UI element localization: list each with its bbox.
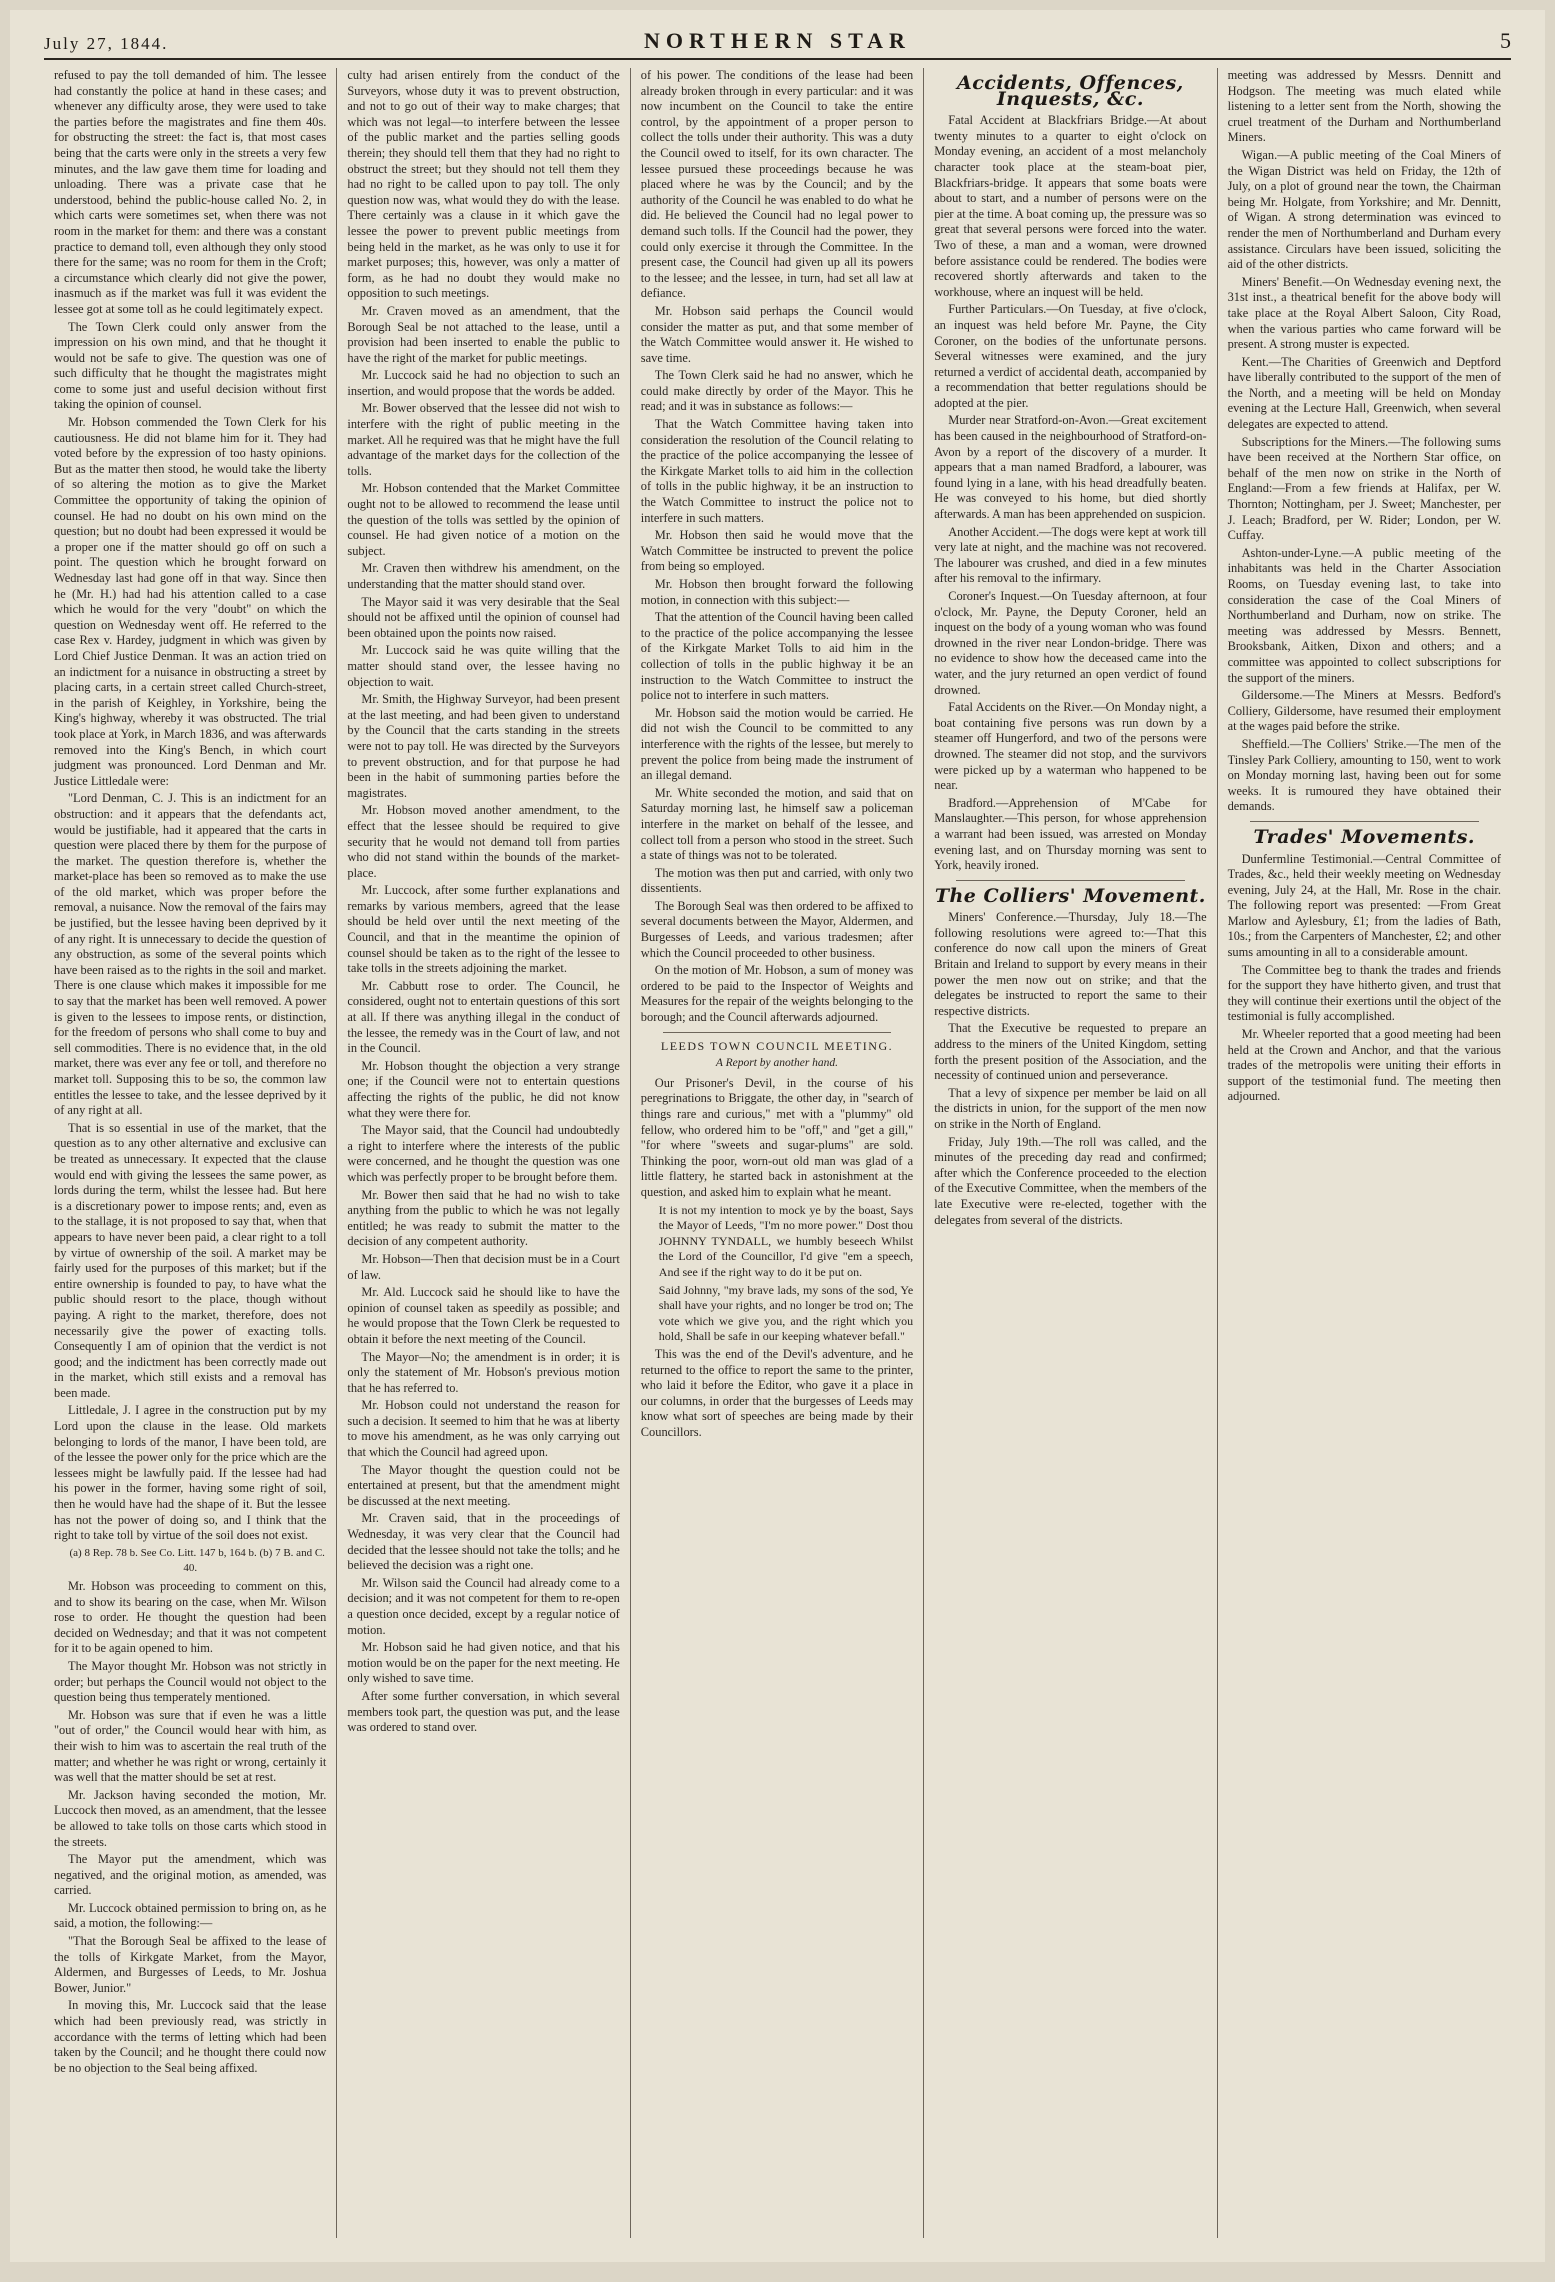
paragraph: After some further conversation, in which several members took part, the question was put, and the lease was ordered to stand over. (347, 1688, 620, 1735)
paragraph: Mr. White seconded the motion, and said that on Saturday morning last, he himself saw a policeman interfere in the market on behalf of the lessee, and collect toll from a person who stood in the street. Such a state of things was not to be tolerated. (640, 785, 914, 863)
divider (663, 1032, 891, 1033)
paragraph: Mr. Hobson then brought forward the following motion, in connection with this subject:— (640, 577, 914, 607)
paragraph: Mr. Cabbutt rose to order. The Council, he considered, ought not to entertain questions of this sort at all. If there was anything illegal in the conduct of the lessee, the remedy was in the Court of law, and not in the Council. (347, 978, 620, 1056)
newspaper-page (10, 10, 1545, 2262)
paragraph: refused to pay the toll demanded of him. The lessee had constantly the police at hand in these cases; and whenever any difficulty arose, they were used to take the parties before the magistrates and fine them 40s. for obstructing the street: the fact is, that most cases being that the carts were only in the streets a very few minutes, and the law gave them time for loading and unloading. There was a private case that he understood, behind the public-house called No. 2, in which carts were sometimes set, when there was not room in the market for them: and there was a constant practice to demand toll, even although they only stood there for the same; was no room for them in the Croft; a circumstance which clearly did not give the power, inasmuch as if the market was full it was evident the lessee got at some toll as he could legitimately expect. (54, 68, 327, 316)
paragraph: Dunfermline Testimonial.—Central Committee of Trades, &c., held their weekly meeting on Wednesday evening, July 24, at the Hall, Mr. Rose in the chair. The following report was presented: —From Great Marlow and Aylesbury, £1; from the ladies of Bath, 10s.; from the Carpenters of Manchester, £2; and other sums amounting in all to a considerable amount. (1227, 851, 1501, 960)
paragraph: Mr. Hobson—Then that decision must be in a Court of law. (347, 1251, 620, 1282)
paragraph: That a levy of sixpence per member be laid on all the districts in union, for the support of the men now on strike in the North of England. (934, 1085, 1207, 1131)
paragraph: Further Particulars.—On Tuesday, at five o'clock, an inquest was held before Mr. Payne, the City Coroner, on the bodies of the unfortunate persons. Several witnesses were examined, and the jury returned a verdict of accidental death, accompanied by a recommendation that better regulations should be adopted at the pier. (934, 302, 1207, 410)
paragraph: Coroner's Inquest.—On Tuesday afternoon, at four o'clock, Mr. Payne, the Deputy Coroner, held an inquest on the body of a young woman who was found drowned in the river near London-bridge. There was no evidence to show how the deceased came into the water, and the jury returned an open verdict of found drowned. (934, 589, 1207, 697)
paragraph: Fatal Accident at Blackfriars Bridge.—At about twenty minutes to a quarter to eight o'clock on Monday evening, an accident of a most melancholy character took place at the steam-boat pier, Blackfriars-bridge. It appears that some boats were about to start, and a number of persons were on the pier at the time. A boat coming up, the pressure was so great that several persons were forced into the water. Two of these, a man and a woman, were drowned before assistance could be rendered. The bodies were recovered shortly afterwards and taken to the workhouse, where an inquest will be held. (934, 113, 1207, 299)
paragraph: Mr. Craven said, that in the proceedings of Wednesday, it was very clear that the Council had decided that the lessee should not take the tolls; and he believed the decision was a right one. (347, 1511, 620, 1573)
paragraph: The Mayor put the amendment, which was negatived, and the original motion, as amended, was carried. (54, 1852, 327, 1898)
paragraph: culty had arisen entirely from the conduct of the Surveyors, whose duty it was to prevent obstruction, and not to go out of their way to make charges; that which was not legal—to interfere between the lessee of the public market and the parties selling goods therein; they should tell them that they had no right to obstruct the street; but they should not tell them they had no right to be called upon to pay toll. The only question now was, what would they do with the lease. There certainly was a clause in it which gave the lessee the power to prevent public meetings from being held in the market, as he was only to use it for market purposes; this, however, was only a matter of form, as he had no doubt they would make no opposition to such meetings. (347, 68, 620, 301)
section-heading-trades: Trades' Movements. (1253, 825, 1476, 848)
column-5 (1218, 68, 1511, 2238)
paragraph: The Mayor thought the question could not be entertained at present, but that the amendment might be discussed at the next meeting. (347, 1462, 620, 1508)
paragraph: Mr. Ald. Luccock said he should like to have the opinion of counsel taken as speedily as possible; and he would propose that the Town Clerk be requested to obtain it before the next meeting of the Council. (347, 1285, 620, 1346)
paragraph: Ashton-under-Lyne.—A public meeting of the inhabitants was held in the Charter Association Rooms, on Tuesday evening last, to take into consideration the case of the Coal Miners of Northumberland and Durham, now on strike. The meeting was addressed by Messrs. Bennett, Brooksbank, Aitken, Dixon and others; and a committee was appointed to collect subscriptions for the support of the miners. (1227, 545, 1501, 685)
paragraph: Mr. Luccock said he had no objection to such an insertion, and would propose that the words be added. (347, 368, 620, 398)
paragraph: Mr. Luccock obtained permission to bring on, as he said, a motion, the following:— (54, 1900, 327, 1931)
council-heading: LEEDS TOWN COUNCIL MEETING. (660, 1038, 894, 1053)
paragraph: This was the end of the Devil's adventure, and he returned to the office to report the same to the printer, who laid it before the Editor, who gave it a place in our columns, in order that the burgesses of Leeds may know what sort of speeches are being made by their Councillors. (640, 1346, 914, 1439)
column-1 (44, 68, 337, 2238)
section-heading-colliers: The Colliers' Movement. (934, 884, 1206, 907)
paragraph: "Lord Denman, C. J. This is an indictment for an obstruction: and it appears that the defendants act, would be justifiable, had it appeared that the carts in question were placed there by them for the purpose of the market. The question therefore is, whether the market-place has been so removed as to make the use of the old market, which was proper before the removal, a nuisance. Now the removal of the fairs may be justified, but the lessee having been deprived by it of any right. It is unnecessary to decide the question of any obstruction, as some of the several points which have been raised as to the rights in the soil and market. There is one clause which makes it impossible for me to say that the market has been well removed. A power is given to the lessees to impose rents, or distinction, for the freedom of persons who shall come to buy and sell commodities. There is no evidence that, in the old market, there was ever any fee or toll, and therefore no market toll. Supposing this to be so, the common law entitles the lessee to take, and the lessee deprived by it of any right at all. (54, 791, 327, 1118)
paragraph: That the Executive be requested to prepare an address to the miners of the United Kingdom, setting forth the present position of the Association, and the necessity of continued union and perseverance. (934, 1021, 1207, 1083)
issue-date: July 27, 1844. (44, 34, 169, 53)
paragraph: Mr. Craven moved as an amendment, that the Borough Seal be not attached to the lease, until a provision had been inserted to enable the public to have the right of the market for public meetings. (347, 303, 620, 365)
paragraph: Gildersome.—The Miners at Messrs. Bedford's Colliery, Gildersome, have resumed their employment at the wages paid before the strike. (1227, 688, 1501, 734)
column-3 (631, 68, 924, 2238)
column-2 (337, 68, 630, 2238)
masthead (44, 28, 1511, 60)
paragraph: Mr. Luccock, after some further explanations and remarks by various members, agreed that the lease should be held over until the next meeting of the Council, and that in the meantime the opinion of counsel should be taken as to the right of the lessee to take tolls in the streets adjoining the market. (347, 883, 620, 976)
paragraph: The Town Clerk could only answer from the impression on his own mind, and that he thought it would not be safe to give. The question was one of such difficulty that he thought the magistrates might come to some just and useful decision without first taking the opinion of counsel. (54, 319, 327, 412)
paragraph: Sheffield.—The Colliers' Strike.—The men of the Tinsley Park Colliery, amounting to 150, went to work on Monday morning last, having been out for some weeks. It is rumoured they have obtained their demands. (1227, 736, 1501, 814)
paragraph: The Mayor thought Mr. Hobson was not strictly in order; but perhaps the Council would not object to the question being thus temperately mentioned. (54, 1658, 327, 1705)
paragraph: The Mayor said it was very desirable that the Seal should not be affixed until the opinion of counsel had been obtained upon the points now raised. (347, 594, 620, 640)
verse: Said Johnny, "my brave lads, my sons of the sod, Ye shall have your rights, and no longer be trod on; The vote which we give you, and the right which you hold, Shall be safe in our keeping whatever befall." (658, 1282, 914, 1344)
paragraph: Another Accident.—The dogs were kept at work till very late at night, and the machine was not recovered. The labourer was crushed, and died in a few minutes after his removal to the infirmary. (934, 524, 1207, 586)
paragraph: The Mayor said, that the Council had undoubtedly a right to interfere where the interests of the public were concerned, and he thought the question was one which was perfectly proper to be brought before them. (347, 1123, 620, 1184)
divider (956, 880, 1184, 881)
paragraph: Mr. Smith, the Highway Surveyor, had been present at the last meeting, and had been given to understand by the Council that the carts standing in the streets were not to pay toll. He was directed by the Surveyors to prevent obstruction, and for that purpose he had been in the habit of summoning parties before the magistrates. (347, 692, 620, 800)
paragraph: The Committee beg to thank the trades and friends for the support they have hitherto given, and trust that they will continue their exertions until the object of the testimonial is fully accomplished. (1227, 962, 1501, 1024)
paragraph: The Mayor—No; the amendment is in order; it is only the statement of Mr. Hobson's previous motion that he has referred to. (347, 1349, 620, 1395)
paragraph: Mr. Luccock said he was quite willing that the matter should stand over, the lessee having no objection to wait. (347, 643, 620, 689)
paragraph: of his power. The conditions of the lease had been already broken through in every particular: and it was now incumbent on the Council to take the entire control, by the appointment of a proper person to collect the tolls under their authority. This was a duty the Council owed to itself, for its own character. The lessee pursued these proceedings because he was placed where he was by the Council; and by the authority of the Council he was enabled to do what he did. He believed the Council had no legal power to demand such tolls. If the Council had the power, they could only exercise it through the Committee. In the present case, the Council had given up all its powers to the lessee; and the lessee, in turn, had set all law at defiance. (640, 68, 914, 301)
paragraph: Mr. Hobson could not understand the reason for such a decision. It seemed to him that he was at liberty to move his amendment, as he was only carrying out that which the Council had agreed upon. (347, 1398, 620, 1460)
paragraph: Friday, July 19th.—The roll was called, and the minutes of the preceding day read and confirmed; after which the Conference proceeded to the election of the Executive Committee, when the members of the late Executive were re-elected, together with the delegates from several of the districts. (934, 1134, 1207, 1227)
paragraph: Mr. Wilson said the Council had already come to a decision; and it was not competent for them to re-open a question once decided, except by a regular notice of motion. (347, 1575, 620, 1637)
newspaper-title: NORTHERN STAR (644, 28, 911, 53)
columns (44, 68, 1511, 2238)
paragraph: That is so essential in use of the market, that the question as to any other alternative and exclusive can be treated as unnecessary. It expected that the clause would end with giving the lessees the same power, as lords during the term, whilst the lessee had. But here is a discretionary power to impose rents; and, even as to the stallage, it is not proposed to say that, when that appears to have never been paid, a clear right to a toll by virtue of ownership of the soil. A market may be fairly used for the purposes of this market; but if the entire ownership is founded to pay, to have what the public should resort to the place, though without paying. A right to the market, therefore, does not necessarily give the power of exacting tolls. Consequently I am of opinion that the verdict is not good; and the indictment has been correctly made out in the market, which still exists and a removal has been made. (54, 1120, 327, 1400)
paragraph: Subscriptions for the Miners.—The following sums have been received at the Northern Star office, on behalf of the men now on strike in the North of England:—From a few friends at Halifax, per W. Thornton; Nottingham, per J. Sweet; Manchester, per J. Leach; Bradford, per W. Rider; London, per W. Cuffay. (1227, 434, 1501, 543)
paragraph: That the Watch Committee having taken into consideration the resolution of the Council relating to the practice of the police accompanying the lessee of the Kirkgate Market tolls to aid him in the collection of tolls in the public highway, it be an instruction to the Watch Committee to instruct the police not to interfere in such matters. (640, 417, 914, 525)
paragraph: Mr. Hobson said the motion would be carried. He did not wish the Council to be committed to any interference with the rights of the lessee, but merely to prevent the police from being made the instrument of an illegal demand. (640, 705, 914, 783)
page-number: 5 (1500, 28, 1511, 53)
paragraph: On the motion of Mr. Hobson, a sum of money was ordered to be paid to the Inspector of Weights and Measures for the repair of the weights belonging to the borough; and the Council afterwards adjourned. (640, 963, 914, 1025)
paragraph: Mr. Hobson contended that the Market Committee ought not to be allowed to recommend the lease until the question of the tolls was settled by the opinion of counsel. He had given notice of a motion on the subject. (347, 481, 620, 558)
paragraph: Miners' Conference.—Thursday, July 18.—The following resolutions were agreed to:—That this conference do now call upon the miners of Great Britain and Ireland to support by every means in their power the men now out on strike; and that the delegates be instructed to report the same to their respective districts. (934, 910, 1207, 1018)
divider (1250, 821, 1479, 822)
paragraph: Mr. Bower observed that the lessee did not wish to interfere with the right of public meeting in the market. All he required was that he might have the full advantage of the market days for the collection of the tolls. (347, 401, 620, 478)
paragraph: Murder near Stratford-on-Avon.—Great excitement has been caused in the neighbourhood of Stratford-on-Avon by a report of the discovery of a murder. It appears that a man named Bradford, a labourer, was found lying in a lane, with his head dreadfully beaten. He was conveyed to his home, but died shortly afterwards. A man has been apprehended on suspicion. (934, 413, 1207, 522)
paragraph: "That the Borough Seal be affixed to the lease of the tolls of Kirkgate Market, from the Mayor, Aldermen, and Burgesses of Leeds, to Mr. Joshua Bower, Junior." (54, 1934, 327, 1995)
paragraph: Littledale, J. I agree in the construction put by my Lord upon the clause in the lease. Old markets belonging to lords of the manor, I have been told, are of the lessee the power only for the price which are the lessees might be lawfully paid. If the lessee had had his power in the former, having some right of soil, then he would have had the shape of it. But the lessee has not the power of doing so, and I think that the right to take toll by virtue of the soil does not exist. (54, 1403, 327, 1543)
council-subheading: A Report by another hand. (715, 1057, 839, 1070)
paragraph: Mr. Craven then withdrew his amendment, on the understanding that the matter should stand over. (347, 561, 620, 591)
paragraph: Mr. Hobson thought the objection a very strange one; if the Council were not to entertain questions affecting the rights of the public, he did not know what they were there for. (347, 1058, 620, 1120)
paragraph: meeting was addressed by Messrs. Dennitt and Hodgson. The meeting was much elated while listening to a letter sent from the North, showing the cruel treatment of the Durham and Northumberland Miners. (1227, 68, 1501, 145)
paragraph: In moving this, Mr. Luccock said that the lease which had been previously read, was strictly in accordance with the terms of letting which had been taken by the Council; and he thought there could now be no objection to the Seal being affixed. (54, 1998, 327, 2075)
paragraph: Mr. Hobson commended the Town Clerk for his cautiousness. He did not blame him for it. They had voted before by the expression of too hasty opinions. But as the matter then stood, he would take the liberty of so altering the motion as to give the Market Committee the opportunity of taking the opinion of counsel. He had no doubt on his own mind on the question; but no doubt had been expressed it would be a proper one if the matter should go off on such a point. The question which he brought forward on Wednesday last had gone off in that way. Since then he (Mr. H.) had had his attention called to a case which he would for the very "doubt" on which the question on Wednesday went off. He referred to the case Rex v. Hardey, judgment in which was given by Lord Chief Justice Denman. It was an action tried on an indictment for a nuisance in obstructing a street by placing carts, in a certain street called Church-street, in the parish of Keighley, in Yorkshire, being the King's highway, whereby it was obstructed. The trial took place at York, in March 1836, and was afterwards removed into the King's Bench, in which court judgment was pronounced. Lord Denman and Mr. Justice Littledale were: (54, 415, 327, 788)
verse: It is not my intention to mock ye by the boast, Says the Mayor of Leeds, "I'm no more power." Dost thou JOHNNY TYNDALL, we humbly beseech Whilst the Lord of the Councillor, I'd give "em a speech, And see if the right way to do it be put on. (658, 1202, 914, 1279)
footnote: (a) 8 Rep. 78 b. See Co. Litt. 147 b, 164 b. (b) 7 B. and C. 40. (69, 1546, 325, 1575)
paragraph: Mr. Hobson was sure that if even he was a little "out of order," the Council would hear with him, as their wish to him was to ascertain the real truth of the matter; and whether he was right or wrong, certainly it was well that the matter should be set at rest. (54, 1707, 327, 1785)
paragraph: Mr. Bower then said that he had no wish to take anything from the public to which he was not legally entitled; he was ready to submit the matter to the decision of any competent authority. (347, 1187, 620, 1249)
paragraph: Mr. Hobson then said he would move that the Watch Committee be instructed to prevent the police from being so employed. (640, 528, 914, 574)
paragraph: The Town Clerk said he had no answer, which he could make directly by order of the Mayor. This he read; and it was in substance as follows:— (640, 368, 914, 414)
paragraph: The motion was then put and carried, with only two dissentients. (640, 865, 914, 896)
paragraph: Our Prisoner's Devil, in the course of his peregrinations to Briggate, the other day, in "search of things rare and curious," met with a "plummy" old fellow, who ordered him to be "off," and "get a gill," "for where "sweets and sugar-plums" are sold. Thinking the poor, worn-out old man was glad of a little flattery, he started back in astonishment at the question, and asked him to explain what he meant. (640, 1075, 914, 1199)
section-heading-accidents: Accidents, Offences, Inquests, &c. (957, 72, 1184, 110)
paragraph: Kent.—The Charities of Greenwich and Deptford have liberally contributed to the support of the men of the North, and a meeting will be held on Monday evening at the Lecture Hall, Greenwich, when several delegates are expected to attend. (1227, 354, 1501, 432)
paragraph: The Borough Seal was then ordered to be affixed to several documents between the Mayor, Aldermen, and Burgesses of Leeds, and various tradesmen; after which the Council proceeded to other business. (640, 898, 914, 960)
paragraph: Mr. Hobson said perhaps the Council would consider the matter as put, and that some member of the Watch Committee would answer it. He wished to save time. (640, 303, 914, 365)
paragraph: Fatal Accidents on the River.—On Monday night, a boat containing five persons was run down by a steamer off Hungerford, and two of the persons were drowned. The steamer did not stop, and the survivors were picked up by a waterman who happened to be near. (934, 700, 1207, 793)
paragraph: Miners' Benefit.—On Wednesday evening next, the 31st inst., a theatrical benefit for the above body will take place at the Royal Albert Saloon, City Road, when the various parties who came forward will be present. A strong muster is expected. (1227, 274, 1501, 352)
paragraph: Bradford.—Apprehension of M'Cabe for Manslaughter.—This person, for whose apprehension a warrant had been issued, was arrested on Monday evening last, and on Thursday morning was sent to York, heavily ironed. (934, 795, 1207, 873)
paragraph: Wigan.—A public meeting of the Coal Miners of the Wigan District was held on Friday, the 12th of July, on a plot of ground near the town, the Chairman being Mr. Holgate, from Yorkshire; and Mr. Dennitt, of Wigan. A strong determination was evinced to render the men of Northumberland and Durham every assistance. Circulars have been issued, soliciting the aid of the other districts. (1227, 147, 1501, 272)
paragraph: Mr. Hobson moved another amendment, to the effect that the lessee should be required to give security that he would not demand toll from parties who did not stand within the bounds of the market-place. (347, 803, 620, 880)
paragraph: Mr. Wheeler reported that a good meeting had been held at the Crown and Anchor, and that the various trades of the metropolis were uniting their efforts in support of the testimonial fund. The meeting then adjourned. (1227, 1027, 1501, 1104)
paragraph: Mr. Hobson was proceeding to comment on this, and to show its bearing on the case, when Mr. Wilson rose to order. He thought the question had been decided on Wednesday; and that it was not competent for it to be again opened to him. (54, 1579, 327, 1656)
column-4 (924, 68, 1217, 2238)
paragraph: Mr. Hobson said he had given notice, and that his motion would be on the paper for the next meeting. He only wished to save time. (347, 1640, 620, 1686)
paragraph: That the attention of the Council having been called to the practice of the police accompanying the lessee of the Kirkgate Market Tolls to aid him in the collection of tolls in the public highway it be an instruction to the Watch Committee to instruct the police not to interfere in such matters. (640, 610, 914, 703)
paragraph: Mr. Jackson having seconded the motion, Mr. Luccock then moved, as an amendment, that the lessee be allowed to take tolls on those carts which stood in the streets. (54, 1787, 327, 1849)
